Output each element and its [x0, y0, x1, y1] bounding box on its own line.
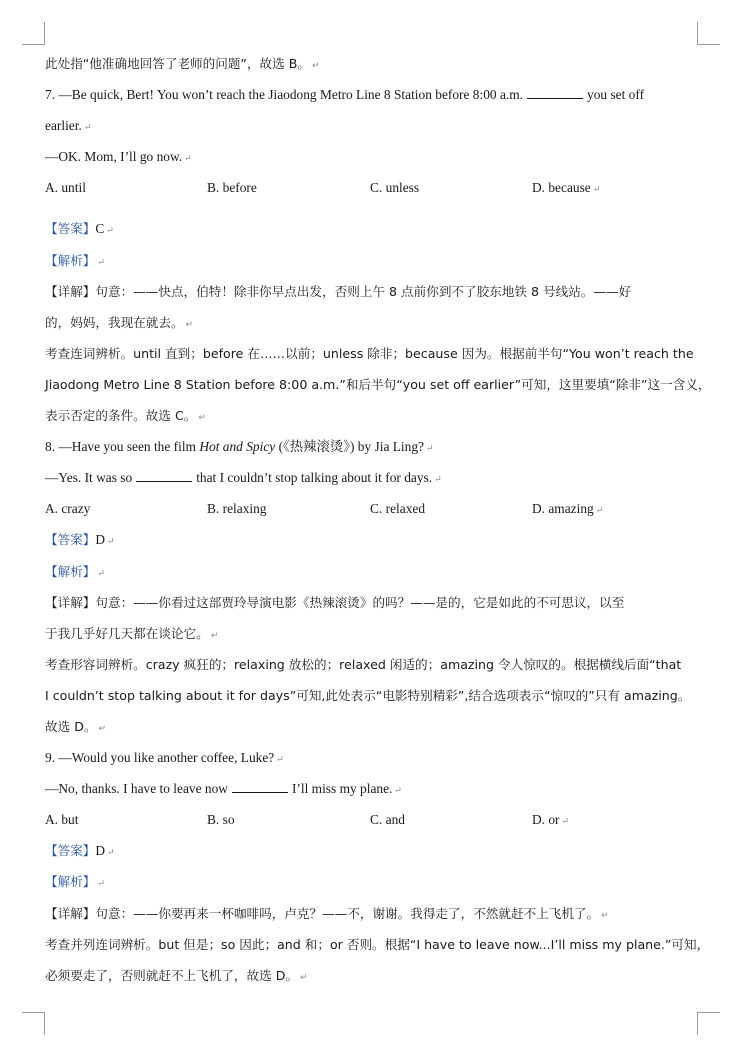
- paragraph-mark-icon: ↵: [106, 225, 114, 236]
- paragraph-mark-icon: ↵: [434, 474, 442, 485]
- answer-tag: 【答案】: [45, 532, 96, 548]
- document-page: [45, 48, 711, 991]
- answer-tag: 【答案】: [45, 221, 96, 237]
- question-9-options: [45, 804, 705, 835]
- analysis-tag: 【解析】: [45, 252, 96, 268]
- paragraph-mark-icon: ↵: [210, 630, 219, 641]
- question-8-options: [45, 493, 705, 524]
- option-d: D. or ↵: [532, 812, 570, 828]
- option-b: B. before: [207, 180, 257, 196]
- answer-line: 【答案】D ↵: [45, 843, 115, 859]
- paragraph-mark-icon: ↵: [198, 413, 206, 424]
- paragraph: 此处指“他准确地回答了老师的问题”，故选 B。 ↵: [45, 56, 320, 71]
- detail-tag: 【详解】: [45, 905, 96, 921]
- paragraph-mark-icon: ↵: [276, 754, 284, 765]
- film-title: Hot and Spicy: [199, 439, 276, 455]
- option-c: C. and: [370, 812, 405, 828]
- paragraph-mark-icon: ↵: [394, 785, 402, 796]
- detail-line: 必须要走了，否则就赶不上飞机了，故选 D。 ↵: [45, 967, 308, 983]
- analysis-line: [45, 245, 705, 276]
- option-c: C. unless: [370, 180, 420, 196]
- paragraph-mark-icon: ↵: [601, 910, 609, 921]
- paragraph-mark-icon: ↵: [83, 122, 92, 133]
- detail-line: 【详解】句意：——你看过这部贾玲导演电影《热辣滚烫》的吗？——是的，它是如此的不可思议，以至: [45, 594, 625, 610]
- paragraph-mark-icon: ↵: [184, 153, 192, 164]
- option-d: D. amazing ↵: [532, 501, 604, 517]
- detail-line: 考查形容词辨析。crazy 疯狂的；relaxing 放松的；relaxed 闲适的；amazing 令人惊叹的。根据横线后面“that: [45, 656, 682, 672]
- answer-blank: [136, 471, 192, 482]
- paragraph-mark-icon: ↵: [299, 972, 308, 983]
- question-7-stem: 7. —Be quick, Bert! You won’t reach the Jiaodong Metro Line 8 Station before 8:00 a.m. you set off: [45, 87, 645, 103]
- paragraph-mark-icon: ↵: [592, 184, 601, 195]
- detail-line: 的，妈妈，我现在就去。 ↵: [45, 314, 194, 330]
- detail-line: 故选 D。 ↵: [45, 718, 107, 734]
- option-d: D. because ↵: [532, 180, 601, 196]
- crop-mark-bottom-right: [697, 1012, 720, 1035]
- paragraph-mark-icon: ↵: [311, 61, 320, 71]
- paragraph-mark-icon: ↵: [561, 816, 570, 827]
- paragraph-mark-icon: ↵: [107, 536, 115, 547]
- detail-line: 【详解】句意：——你要再来一杯咖啡吗，卢克？——不，谢谢。我得走了，不然就赶不上飞机了。 ↵: [45, 905, 609, 921]
- question-7-stem-cont: earlier. ↵: [45, 118, 92, 134]
- analysis-line: [45, 866, 705, 897]
- option-b: B. relaxing: [207, 501, 267, 517]
- question-7-options: [45, 172, 705, 203]
- paragraph-mark-icon: ↵: [425, 443, 434, 454]
- crop-mark-bottom-left: [22, 1012, 45, 1035]
- answer-tag: 【答案】: [45, 843, 96, 859]
- detail-line: 考查并列连词辨析。but 但是；so 因此；and 和；or 否则。根据“I have to leave now...I’ll miss my plane.”可知，: [45, 936, 710, 952]
- answer-blank: [527, 88, 583, 99]
- option-c: C. relaxed: [370, 501, 426, 517]
- question-9-reply: —No, thanks. I have to leave now I’ll miss my plane. ↵: [45, 781, 402, 797]
- paragraph-mark-icon: ↵: [97, 567, 105, 578]
- question-7-reply: —OK. Mom, I’ll go now. ↵: [45, 149, 192, 165]
- paragraph-mark-icon: ↵: [107, 847, 115, 858]
- option-a: A. crazy: [45, 501, 91, 517]
- option-b: B. so: [207, 812, 235, 828]
- analysis-line: [45, 556, 705, 587]
- detail-line: I couldn’t stop talking about it for days”可知,此处表示“电影特别精彩”,结合选项表示“惊叹的”只有 amazing。: [45, 687, 691, 703]
- question-9-stem: 9. —Would you like another coffee, Luke? ↵: [45, 750, 284, 766]
- option-a: A. but: [45, 812, 79, 828]
- detail-line: 考查连词辨析。until 直到；before 在……以前；unless 除非；because 因为。根据前半句“You won’t reach the: [45, 345, 694, 361]
- answer-line: 【答案】C ↵: [45, 221, 114, 237]
- paragraph-mark-icon: ↵: [97, 878, 105, 889]
- analysis-tag: 【解析】: [45, 563, 96, 579]
- paragraph-mark-icon: ↵: [595, 505, 604, 516]
- detail-tag: 【详解】: [45, 283, 96, 299]
- detail-line: 表示否定的条件。故选 C。 ↵: [45, 408, 206, 424]
- crop-mark-top-left: [22, 22, 45, 45]
- paragraph-mark-icon: ↵: [185, 319, 194, 330]
- answer-line: 【答案】D ↵: [45, 532, 115, 548]
- detail-line: 【详解】句意：——快点，伯特！除非你早点出发，否则上午 8 点前你到不了胶东地铁 8 号线站。——好: [45, 283, 632, 299]
- detail-tag: 【详解】: [45, 594, 96, 610]
- option-a: A. until: [45, 180, 86, 196]
- answer-blank: [232, 782, 288, 793]
- paragraph-mark-icon: ↵: [98, 723, 107, 734]
- detail-line: 于我几乎好几天都在谈论它。 ↵: [45, 625, 219, 641]
- detail-line: Jiaodong Metro Line 8 Station before 8:00 a.m.”和后半句“you set off earlier”可知，这里要填“除非”这一含义，: [45, 376, 711, 392]
- crop-mark-top-right: [697, 22, 720, 45]
- question-8-reply: —Yes. It was so that I couldn’t stop talking about it for days. ↵: [45, 470, 442, 486]
- question-8-stem: 8. —Have you seen the film Hot and Spicy (《热辣滚烫》) by Jia Ling? ↵: [45, 439, 434, 455]
- analysis-tag: 【解析】: [45, 874, 96, 890]
- paragraph-mark-icon: ↵: [97, 256, 105, 267]
